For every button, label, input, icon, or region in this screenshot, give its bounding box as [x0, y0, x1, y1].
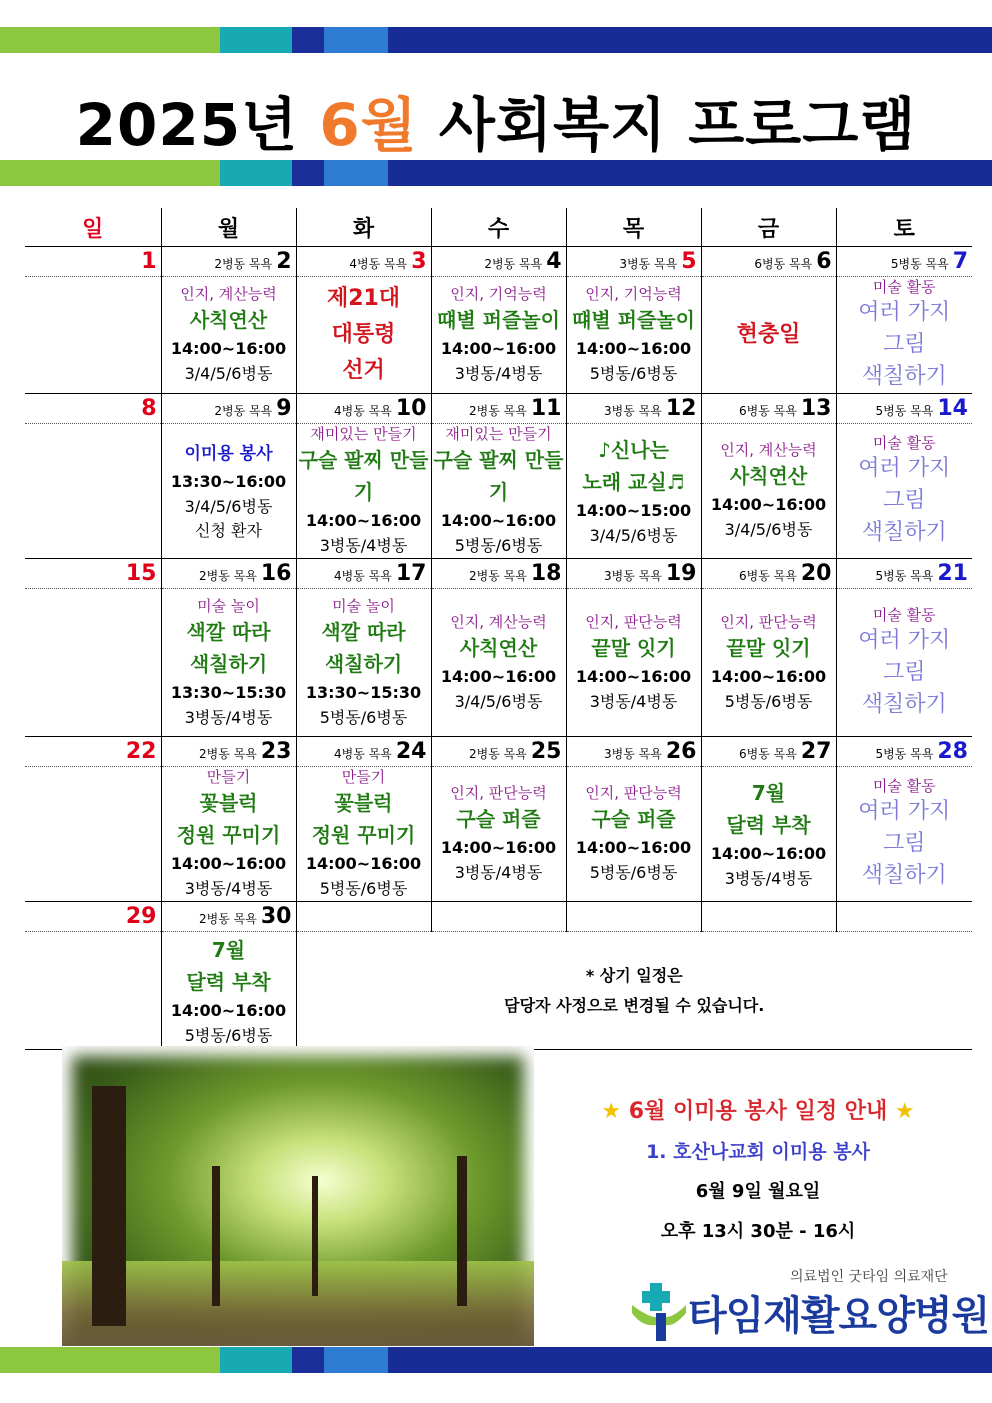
day-number: 23: [260, 739, 292, 764]
program-cell: [25, 932, 161, 1050]
program-name: 떄별 퍼즐놀이: [437, 308, 560, 332]
bath-ward: 3병동 목욕: [619, 257, 678, 271]
bath-ward: 2병동 목욕: [484, 257, 543, 271]
info-date: 6월 9일 월요일: [695, 1181, 821, 1202]
program-cell: [161, 932, 296, 1050]
program-name: 색깔 따라: [186, 619, 271, 644]
program-wards: 5병동/6병동: [184, 1025, 273, 1045]
program-category: 미술 활동: [872, 777, 936, 795]
program-category: 인지, 판단능력: [450, 784, 547, 802]
park-photo: [62, 1046, 534, 1346]
day-number: 20: [800, 561, 832, 586]
day-cell: [25, 247, 161, 277]
bath-ward: 3병동 목욕: [604, 747, 662, 761]
program-name: 꽃블럭: [199, 791, 258, 815]
program-wards: 3병동/4병동: [589, 691, 678, 711]
weekday-thu: 목: [566, 208, 701, 247]
holiday-text: 선거: [342, 358, 385, 383]
bath-ward: 3병동 목욕: [604, 569, 662, 583]
hospital-name: 타임재활요양병원: [688, 1292, 990, 1339]
program-cell: [431, 589, 566, 737]
program-time: 14:00~16:00: [710, 495, 827, 514]
date-row-last: [25, 902, 972, 932]
program-category: 만들기: [341, 768, 386, 786]
program-cell: [161, 277, 296, 394]
date-row: [25, 247, 972, 277]
program-name: 정원 꾸미기: [311, 823, 416, 847]
program-cell: [25, 277, 161, 394]
program-cell: [296, 424, 431, 559]
program-wards: 3/4/5/6병동: [184, 497, 273, 516]
program-wards: 3병동/4병동: [184, 879, 273, 898]
day-cell: [566, 247, 701, 277]
program-time: 14:00~16:00: [170, 854, 287, 873]
calendar-table: [25, 208, 972, 1050]
program-time: 14:00~16:00: [440, 838, 557, 857]
program-time: 14:00~16:00: [440, 339, 557, 358]
day-number: 24: [395, 739, 427, 764]
program-category: 인지, 계산능력: [720, 441, 817, 459]
day-cell: [161, 247, 296, 277]
program-name: 이미용 봉사: [184, 444, 273, 464]
foundation-name: 의료법인 굿타임 의료재단: [790, 1269, 948, 1285]
bath-ward: 4병동 목욕: [334, 404, 392, 418]
program-cell: [701, 277, 836, 394]
day-cell: [296, 737, 431, 767]
program-name: 구슬 팔찌 만들기: [433, 448, 564, 504]
day-cell: [836, 247, 972, 277]
program-name: 달력 부착: [726, 813, 811, 837]
notice-line-1: * 상기 일정은: [585, 965, 683, 985]
day-cell: [701, 247, 836, 277]
info-heading-text: 6월 이미용 봉사 일정 안내: [628, 1099, 888, 1124]
program-time: 14:00~16:00: [440, 666, 557, 686]
program-wards: 5병동/6병동: [454, 536, 543, 555]
title-stripe: [0, 160, 992, 186]
haircut-info: [548, 1092, 968, 1252]
day-cell: [836, 737, 972, 767]
day-number: 5: [681, 249, 697, 274]
program-wards: 3/4/5/6병동: [589, 526, 678, 545]
weekday-fri: 금: [701, 208, 836, 247]
program-wards: 3병동/4병동: [184, 707, 273, 727]
program-time: 14:00~16:00: [170, 1000, 287, 1020]
info-subheading: 1. 호산나교회 이미용 봉사: [646, 1141, 870, 1163]
title-text: 사회복지 프로그램: [438, 91, 917, 159]
day-number: 3: [411, 249, 427, 274]
program-cell: [161, 767, 296, 902]
program-cell: [701, 767, 836, 902]
program-cell: [25, 589, 161, 737]
page-title: [0, 78, 992, 162]
program-name: 그림: [882, 488, 926, 513]
program-wards: 3병동/4병동: [454, 863, 543, 882]
day-number: 15: [125, 561, 157, 586]
notice-line-2: 담당자 사정으로 변경될 수 있습니다.: [504, 995, 765, 1015]
program-category: 재미있는 만들기: [310, 425, 417, 443]
program-cell: [701, 589, 836, 737]
day-number: 7: [952, 249, 968, 274]
program-cell: [296, 589, 431, 737]
day-number: 12: [665, 396, 697, 421]
program-name: 꽃블럭: [334, 791, 393, 815]
bath-ward: 3병동 목욕: [604, 404, 662, 418]
program-name: 사칙연산: [729, 464, 808, 488]
day-cell: [431, 247, 566, 277]
program-time: 14:00~16:00: [440, 511, 557, 530]
program-time: 13:30~15:30: [305, 682, 422, 702]
day-number: 2: [276, 249, 292, 274]
day-cell: [566, 902, 701, 932]
program-cell: [836, 589, 972, 737]
program-category: 인지, 기억능력: [585, 285, 682, 303]
program-row: [25, 424, 972, 559]
hospital-logo: [628, 1282, 989, 1342]
program-cell: [296, 767, 431, 902]
program-name: 색칠하기: [861, 863, 947, 888]
program-row: [25, 277, 972, 394]
date-row: [25, 394, 972, 424]
day-number: 9: [276, 396, 292, 421]
program-name: 7월: [211, 937, 246, 962]
notice-cell: [296, 932, 972, 1050]
program-cell: [431, 767, 566, 902]
day-number: 18: [530, 561, 562, 586]
program-time: 14:00~16:00: [170, 339, 287, 358]
program-category: 인지, 계산능력: [450, 612, 547, 631]
program-category: 인지, 계산능력: [180, 285, 277, 303]
day-cell: [836, 394, 972, 424]
program-name: 색칠하기: [861, 364, 947, 389]
program-name: 떄별 퍼즐놀이: [572, 308, 695, 332]
day-number: 25: [530, 739, 562, 764]
holiday-text: 현충일: [736, 322, 801, 347]
program-cell: [25, 424, 161, 559]
day-cell: [431, 737, 566, 767]
program-cell: [296, 277, 431, 394]
program-name: 정원 꾸미기: [176, 823, 281, 847]
day-cell: [25, 902, 161, 932]
day-cell: [836, 559, 972, 589]
program-wards: 3병동/4병동: [454, 364, 543, 383]
program-time: 13:30~15:30: [170, 682, 287, 702]
weekday-header: [25, 208, 972, 247]
program-wards: 3/4/5/6병동: [454, 691, 543, 711]
program-cell: [431, 277, 566, 394]
program-name: 달력 부착: [186, 969, 271, 994]
program-name: 여러 가지: [858, 456, 951, 481]
day-cell: [431, 394, 566, 424]
bath-ward: 5병동 목욕: [875, 747, 934, 761]
program-time: 14:00~16:00: [575, 838, 692, 857]
program-cell: [431, 424, 566, 559]
program-category: 미술 활동: [872, 278, 936, 296]
program-name: 사칙연산: [459, 635, 538, 660]
bath-ward: 4병동 목욕: [349, 257, 408, 271]
day-cell: [25, 394, 161, 424]
weekday-wed: 수: [431, 208, 566, 247]
bath-ward: 6병동 목욕: [739, 747, 797, 761]
program-cell: [836, 277, 972, 394]
day-cell: [25, 559, 161, 589]
program-category: 인지, 기억능력: [450, 285, 547, 303]
weekday-tue: 화: [296, 208, 431, 247]
weekday-sat: 토: [836, 208, 972, 247]
program-category: 미술 놀이: [197, 596, 260, 615]
bath-ward: 2병동 목욕: [199, 912, 257, 926]
hospital-cross-icon: [628, 1283, 688, 1341]
program-wards: 5병동/6병동: [589, 863, 678, 882]
day-number: 26: [665, 739, 697, 764]
program-time: 14:00~16:00: [575, 339, 692, 358]
day-cell: [161, 394, 296, 424]
program-wards: 3병동/4병동: [724, 869, 813, 888]
day-number: 21: [937, 561, 968, 586]
program-cell: [701, 424, 836, 559]
program-name: 색칠하기: [861, 691, 947, 717]
program-time: 14:00~15:00: [575, 501, 692, 520]
day-cell: [701, 394, 836, 424]
bath-ward: 6병동 목욕: [754, 257, 813, 271]
program-category: 만들기: [206, 768, 251, 786]
info-heading: [548, 1092, 968, 1132]
day-cell: [836, 902, 972, 932]
program-wards: 5병동/6병동: [319, 879, 408, 898]
date-row: [25, 559, 972, 589]
day-cell: [431, 559, 566, 589]
program-category: 인지, 판단능력: [585, 784, 682, 802]
program-time: 14:00~16:00: [710, 666, 827, 686]
bath-ward: 2병동 목욕: [199, 747, 257, 761]
program-name: 7월: [751, 781, 786, 805]
day-cell: [161, 737, 296, 767]
program-cell: [25, 767, 161, 902]
program-wards: 5병동/6병동: [589, 364, 678, 383]
day-cell: [566, 737, 701, 767]
program-name: 구슬 팔찌 만들기: [298, 448, 429, 504]
bath-ward: 6병동 목욕: [739, 569, 797, 583]
program-row: [25, 589, 972, 737]
date-row: [25, 737, 972, 767]
top-stripe: [0, 27, 992, 53]
day-number: 6: [816, 249, 832, 274]
program-cell: [566, 589, 701, 737]
program-name: 여러 가지: [858, 627, 951, 653]
program-name: 색칠하기: [324, 651, 403, 676]
bath-ward: 2병동 목욕: [469, 747, 527, 761]
program-name: ♪신나는: [598, 438, 669, 462]
day-number: 4: [546, 249, 562, 274]
day-cell: [296, 394, 431, 424]
bath-ward: 2병동 목욕: [214, 404, 273, 418]
program-category: 인지, 판단능력: [720, 612, 817, 631]
day-number: 27: [800, 739, 832, 764]
holiday-text: 제21대: [326, 286, 401, 311]
program-category: 인지, 판단능력: [585, 612, 682, 631]
program-wards: 3/4/5/6병동: [724, 520, 813, 539]
program-note: 신청 환자: [195, 521, 262, 540]
bath-ward: 2병동 목욕: [469, 404, 527, 418]
day-number: 13: [800, 396, 832, 421]
day-number: 19: [665, 561, 697, 586]
day-number: 1: [141, 249, 157, 274]
program-category: 미술 활동: [872, 605, 936, 624]
day-cell: [296, 247, 431, 277]
program-time: 14:00~16:00: [710, 844, 827, 863]
bath-ward: 5병동 목욕: [890, 257, 949, 271]
program-name: 구슬 퍼즐: [456, 807, 541, 831]
program-name: 여러 가지: [858, 799, 951, 824]
program-name: 구슬 퍼즐: [591, 807, 676, 831]
weekday-mon: 월: [161, 208, 296, 247]
bath-ward: 6병동 목욕: [739, 404, 797, 418]
program-wards: 3병동/4병동: [319, 536, 408, 555]
title-year: 2025년: [75, 91, 299, 159]
holiday-text: 대통령: [331, 322, 396, 347]
bath-ward: 2병동 목욕: [214, 257, 273, 271]
day-cell: [701, 902, 836, 932]
day-number: 8: [141, 396, 157, 421]
program-row-last: [25, 932, 972, 1050]
day-cell: [161, 902, 296, 932]
bath-ward: 4병동 목욕: [334, 747, 392, 761]
bath-ward: 2병동 목욕: [199, 569, 257, 583]
program-name: 끝말 잇기: [726, 635, 811, 660]
day-cell: [566, 394, 701, 424]
program-cell: [836, 424, 972, 559]
program-time: 13:30~16:00: [170, 472, 287, 491]
program-cell: [566, 767, 701, 902]
bath-ward: 5병동 목욕: [875, 404, 934, 418]
program-time: 14:00~16:00: [575, 666, 692, 686]
day-number: 30: [260, 904, 292, 929]
program-cell: [836, 767, 972, 902]
day-cell: [566, 559, 701, 589]
program-cell: [566, 424, 701, 559]
day-cell: [701, 559, 836, 589]
program-time: 14:00~16:00: [305, 854, 422, 873]
weekday-sun: 일: [25, 208, 161, 247]
program-category: 미술 놀이: [332, 596, 395, 615]
day-number: 14: [937, 396, 968, 421]
program-category: 미술 활동: [872, 434, 936, 452]
program-row: [25, 767, 972, 902]
bath-ward: 5병동 목욕: [875, 569, 934, 583]
info-time: 오후 13시 30분 - 16시: [660, 1221, 856, 1242]
day-number: 16: [260, 561, 292, 586]
program-name: 여러 가지: [858, 300, 951, 325]
program-name: 색칠하기: [861, 520, 947, 545]
day-cell: [431, 902, 566, 932]
program-category: 재미있는 만들기: [445, 425, 552, 443]
day-number: 29: [125, 904, 157, 929]
program-wards: 5병동/6병동: [319, 707, 408, 727]
day-number: 17: [395, 561, 427, 586]
star-icon: ★: [601, 1099, 622, 1124]
program-name: 그림: [882, 659, 926, 685]
program-name: 사칙연산: [189, 308, 268, 332]
title-month: 6월: [319, 91, 418, 159]
program-name: 색깔 따라: [321, 619, 406, 644]
bath-ward: 4병동 목욕: [334, 569, 392, 583]
program-name: 그림: [882, 831, 926, 856]
program-time: 14:00~16:00: [305, 511, 422, 530]
day-cell: [161, 559, 296, 589]
bottom-stripe: [0, 1347, 992, 1373]
program-name: 끝말 잇기: [591, 635, 676, 660]
day-cell: [25, 737, 161, 767]
program-wards: 5병동/6병동: [724, 691, 813, 711]
day-number: 28: [937, 739, 968, 764]
day-number: 22: [125, 739, 157, 764]
day-cell: [296, 559, 431, 589]
program-cell: [161, 424, 296, 559]
day-cell: [296, 902, 431, 932]
star-icon: ★: [894, 1099, 915, 1124]
program-name: 그림: [882, 332, 926, 357]
day-number: 11: [530, 396, 562, 421]
day-cell: [701, 737, 836, 767]
program-name: 노래 교실♬: [582, 470, 685, 494]
day-number: 10: [395, 396, 427, 421]
program-wards: 3/4/5/6병동: [184, 364, 273, 383]
program-cell: [161, 589, 296, 737]
program-name: 색칠하기: [189, 651, 268, 676]
program-cell: [566, 277, 701, 394]
bath-ward: 2병동 목욕: [469, 569, 527, 583]
